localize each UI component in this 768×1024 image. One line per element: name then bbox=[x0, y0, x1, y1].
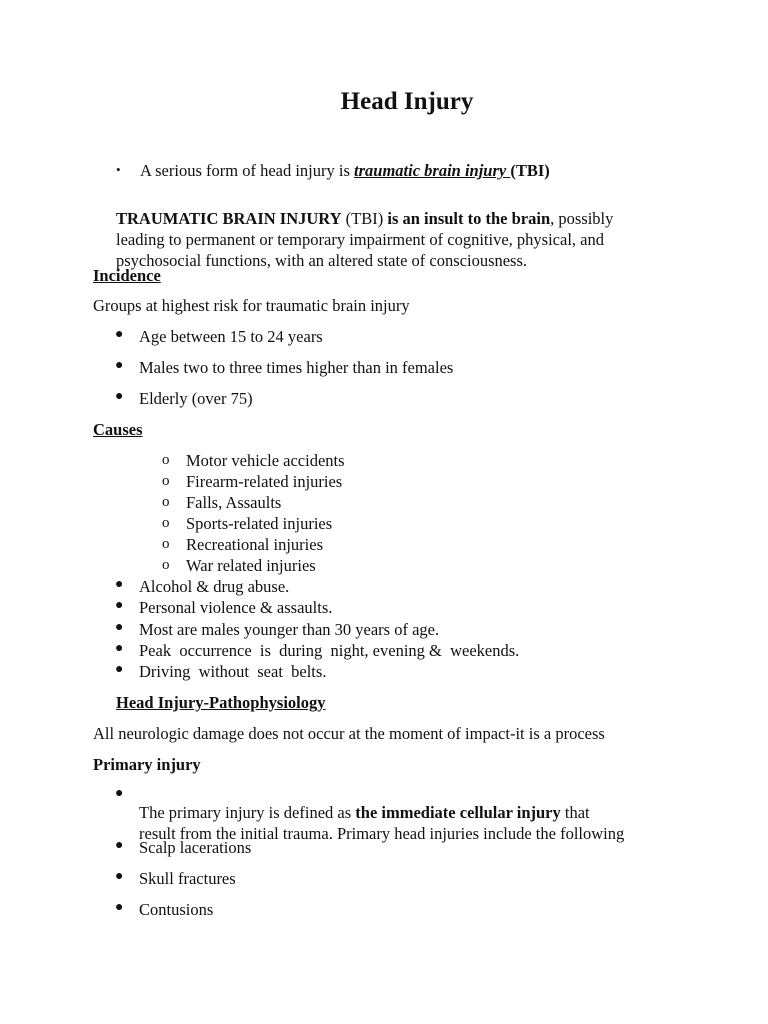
bullet-marker: ● bbox=[115, 598, 124, 613]
cause-sub-item: Falls, Assaults bbox=[186, 493, 282, 512]
bullet-marker: ● bbox=[115, 838, 124, 853]
bullet-marker: ● bbox=[115, 358, 124, 373]
incidence-heading: Incidence bbox=[93, 266, 161, 285]
sub-bullet-marker: o bbox=[162, 536, 170, 552]
incidence-item: Males two to three times higher than in females bbox=[139, 358, 454, 377]
cause-sub-item: Firearm-related injuries bbox=[186, 472, 343, 491]
pathophysiology-lead: All neurologic damage does not occur at the moment of impact-it is a process bbox=[93, 724, 605, 743]
bullet-marker: ● bbox=[115, 662, 124, 677]
primary-injury-heading: Primary injury bbox=[93, 755, 201, 774]
cause-sub-item: Motor vehicle accidents bbox=[186, 451, 345, 470]
sub-bullet-marker: o bbox=[162, 515, 170, 531]
primary-item: Scalp lacerations bbox=[139, 838, 252, 857]
bullet-marker: ● bbox=[115, 577, 124, 592]
intro-bullet: A serious form of head injury is traumatic brain injury (TBI) bbox=[140, 161, 550, 180]
tbi-definition-line-3: psychosocial functions, with an altered state of consciousness. bbox=[116, 250, 528, 270]
sub-bullet-marker: o bbox=[162, 473, 170, 489]
bullet-marker: ● bbox=[115, 327, 124, 342]
primary-definition-line-1: The primary injury is defined as the immediate cellular injury that bbox=[139, 802, 590, 822]
incidence-item: Elderly (over 75) bbox=[139, 389, 253, 408]
cause-item: Driving without seat belts. bbox=[139, 662, 327, 681]
pathophysiology-heading: Head Injury-Pathophysiology bbox=[116, 693, 326, 712]
causes-heading: Causes bbox=[93, 420, 143, 439]
cause-item: Most are males younger than 30 years of age. bbox=[139, 620, 440, 639]
tbi-definition-line-1: TRAUMATIC BRAIN INJURY (TBI) is an insult to the brain, possibly bbox=[116, 208, 614, 228]
bullet-marker: ● bbox=[115, 900, 124, 915]
primary-item: Contusions bbox=[139, 900, 214, 919]
primary-definition-line-2: result from the initial trauma. Primary head injuries include the following bbox=[139, 823, 625, 843]
bullet-marker: ● bbox=[115, 641, 124, 656]
bullet-marker: ● bbox=[115, 389, 124, 404]
cause-item: Alcohol & drug abuse. bbox=[139, 577, 290, 596]
cause-item: Personal violence & assaults. bbox=[139, 598, 333, 617]
primary-item: Skull fractures bbox=[139, 869, 236, 888]
cause-sub-item: War related injuries bbox=[186, 556, 316, 575]
page-title: Head Injury bbox=[340, 88, 474, 115]
sub-bullet-marker: o bbox=[162, 452, 170, 468]
cause-item: Peak occurrence is during night, evening & weekends. bbox=[139, 641, 520, 660]
incidence-lead: Groups at highest risk for traumatic brain injury bbox=[93, 296, 410, 315]
bullet-marker: ● bbox=[115, 620, 124, 635]
sub-bullet-marker: o bbox=[162, 557, 170, 573]
bullet-marker: • bbox=[116, 162, 121, 177]
sub-bullet-marker: o bbox=[162, 494, 170, 510]
bullet-marker: ● bbox=[115, 786, 124, 801]
cause-sub-item: Sports-related injuries bbox=[186, 514, 333, 533]
cause-sub-item: Recreational injuries bbox=[186, 535, 323, 554]
bullet-marker: ● bbox=[115, 869, 124, 884]
incidence-item: Age between 15 to 24 years bbox=[139, 327, 323, 346]
tbi-definition-line-2: leading to permanent or temporary impairment of cognitive, physical, and bbox=[116, 229, 604, 249]
